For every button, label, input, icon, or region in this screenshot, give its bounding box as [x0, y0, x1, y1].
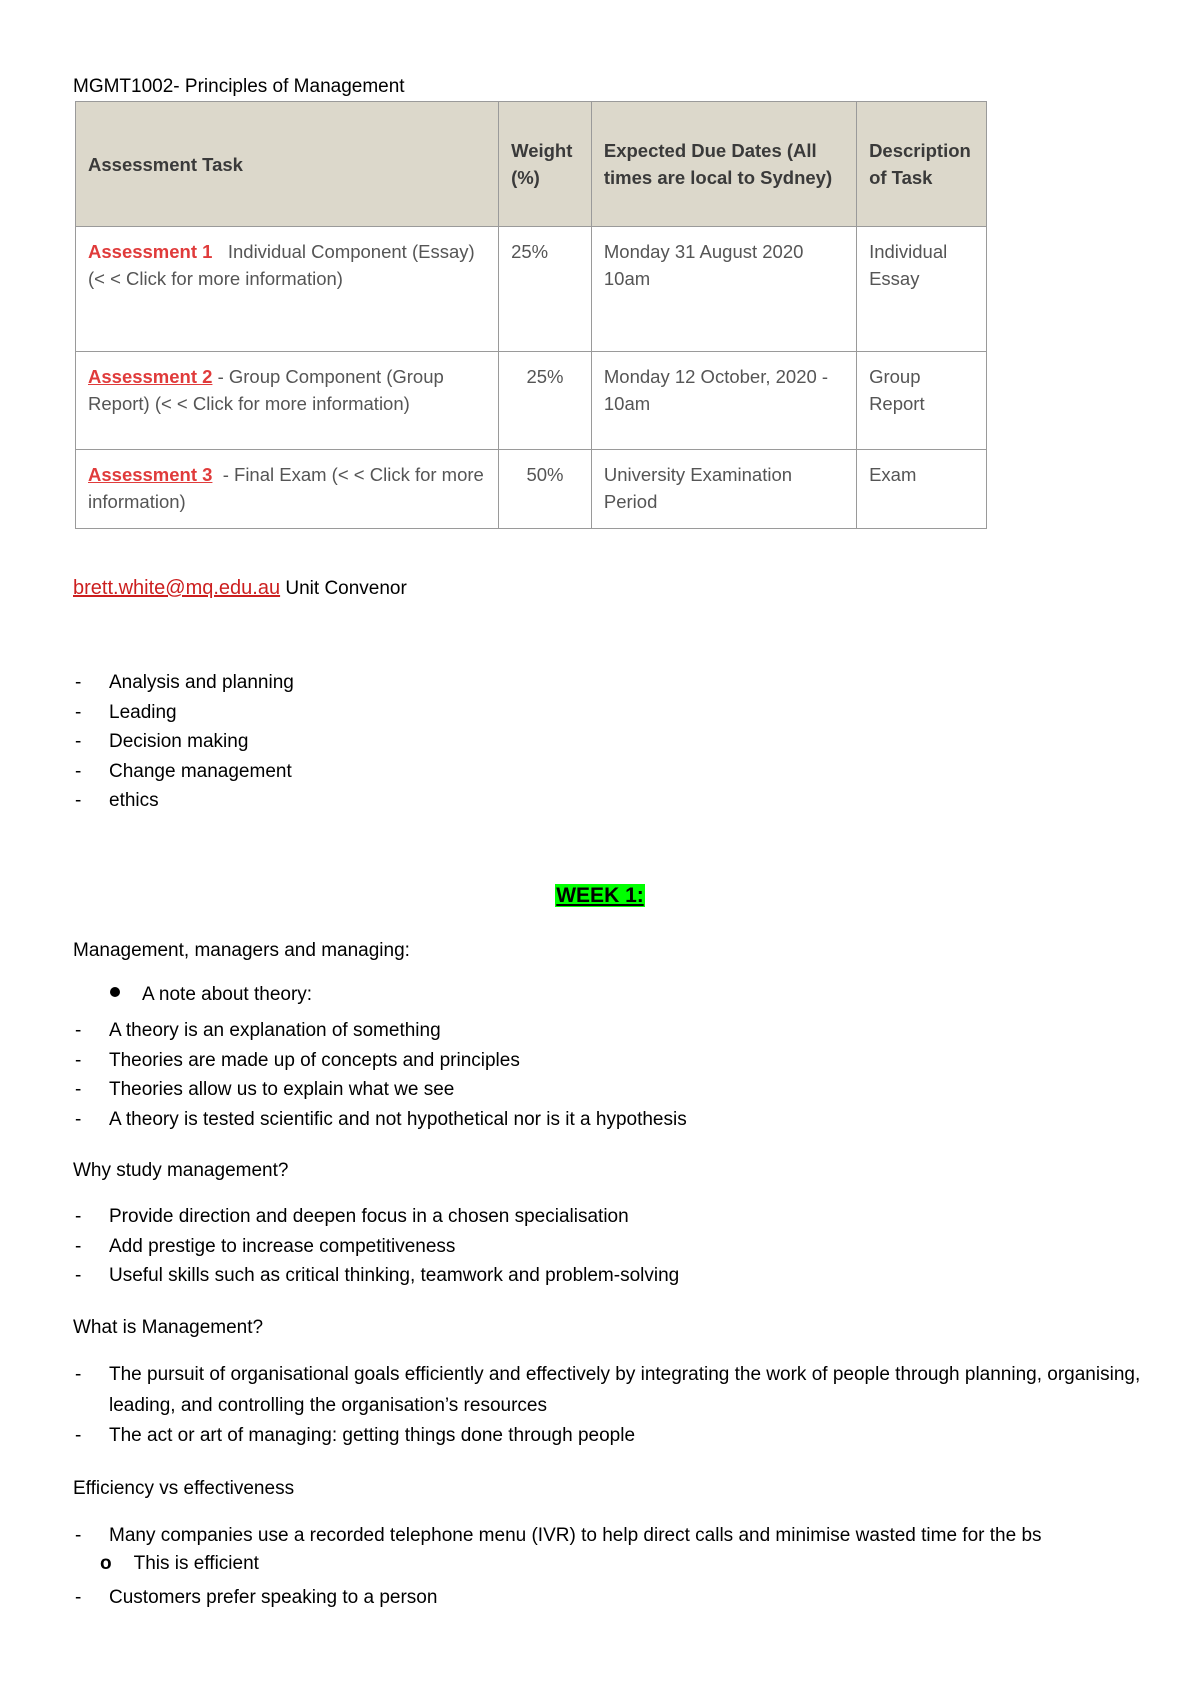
list-item: - Change management [73, 757, 294, 787]
description-cell: Exam [857, 450, 987, 529]
what-list [73, 1359, 1169, 1451]
week-label: WEEK 1: [556, 884, 644, 907]
table-row [76, 227, 987, 352]
list-item: - Useful skills such as critical thinking, teamwork and problem-solving [73, 1261, 679, 1291]
list-item: - Provide direction and deepen focus in a chosen specialisation [73, 1202, 679, 1232]
document-title: MGMT1002- Principles of Management [73, 76, 405, 97]
assessment-task-text: - Final Exam (< < Click for more information) [88, 464, 484, 512]
convenor-role: Unit Convenor [285, 578, 407, 599]
efficiency-list [73, 1521, 1042, 1551]
list-item: - Leading [73, 698, 294, 728]
efficiency-list-2 [73, 1583, 437, 1613]
efficiency-subpoint [100, 1553, 259, 1575]
assessment-cell [76, 352, 499, 450]
table-header-row [76, 102, 987, 227]
why-list [73, 1202, 679, 1291]
header-weight: Weight (%) [499, 102, 592, 227]
theory-note-text: A note about theory: [142, 984, 313, 1005]
due-date-cell: Monday 31 August 2020 10am [591, 227, 856, 352]
table-row [76, 450, 987, 529]
weight-cell: 50% [499, 450, 592, 529]
list-item: - A theory is tested scientific and not hypothetical nor is it a hypothesis [73, 1105, 687, 1135]
management-heading: Management, managers and managing: [73, 940, 410, 961]
assessment-task-text: - Group Component (Group Report) (< < Click for more information) [88, 366, 444, 414]
assessment-3-link[interactable]: Assessment 3 [88, 464, 213, 485]
list-item: - Theories allow us to explain what we see [73, 1075, 687, 1105]
list-item: - The pursuit of organisational goals efficiently and effectively by integrating the work of people through planning, organising, leading, and controlling the organisation’s resources [73, 1359, 1169, 1421]
what-heading: What is Management? [73, 1317, 264, 1338]
assessment-table [75, 101, 987, 529]
list-item: - The act or art of managing: getting things done through people [73, 1421, 1169, 1451]
due-date-cell: Monday 12 October, 2020 - 10am [591, 352, 856, 450]
why-heading: Why study management? [73, 1160, 289, 1181]
assessment-2-link[interactable]: Assessment 2 [88, 366, 213, 387]
skills-list [73, 668, 294, 816]
table-row [76, 352, 987, 450]
list-item: - Add prestige to increase competitiveness [73, 1232, 679, 1262]
list-item: - Customers prefer speaking to a person [73, 1583, 437, 1613]
list-item: - Theories are made up of concepts and principles [73, 1046, 687, 1076]
header-description: Description of Task [857, 102, 987, 227]
list-item: - Many companies use a recorded telephone menu (IVR) to help direct calls and minimise wasted time for the bs [73, 1521, 1042, 1551]
header-assessment-task: Assessment Task [76, 102, 499, 227]
assessment-task-text: Individual Component (Essay) (< < Click for more information) [88, 241, 475, 289]
weight-cell: 25% [499, 227, 592, 352]
description-cell: Group Report [857, 352, 987, 450]
list-item: - Analysis and planning [73, 668, 294, 698]
assessment-cell [76, 227, 499, 352]
sub-bullet-text: This is efficient [133, 1553, 259, 1574]
sub-bullet-marker: o [100, 1553, 112, 1574]
due-date-cell: University Examination Period [591, 450, 856, 529]
efficiency-heading: Efficiency vs effectiveness [73, 1478, 295, 1499]
theory-note [110, 984, 312, 1006]
list-item: - ethics [73, 786, 294, 816]
contact-line [73, 577, 407, 600]
description-cell: Individual Essay [857, 227, 987, 352]
assessment-cell [76, 450, 499, 529]
theory-list [73, 1016, 687, 1134]
header-due-dates: Expected Due Dates (All times are local to Sydney) [591, 102, 856, 227]
weight-cell: 25% [499, 352, 592, 450]
week-heading [0, 884, 1200, 908]
assessment-1-link[interactable]: Assessment 1 [88, 241, 213, 262]
list-item: - A theory is an explanation of something [73, 1016, 687, 1046]
convenor-email-link[interactable]: brett.white@mq.edu.au [73, 577, 281, 599]
list-item: - Decision making [73, 727, 294, 757]
bullet-icon [110, 987, 120, 997]
